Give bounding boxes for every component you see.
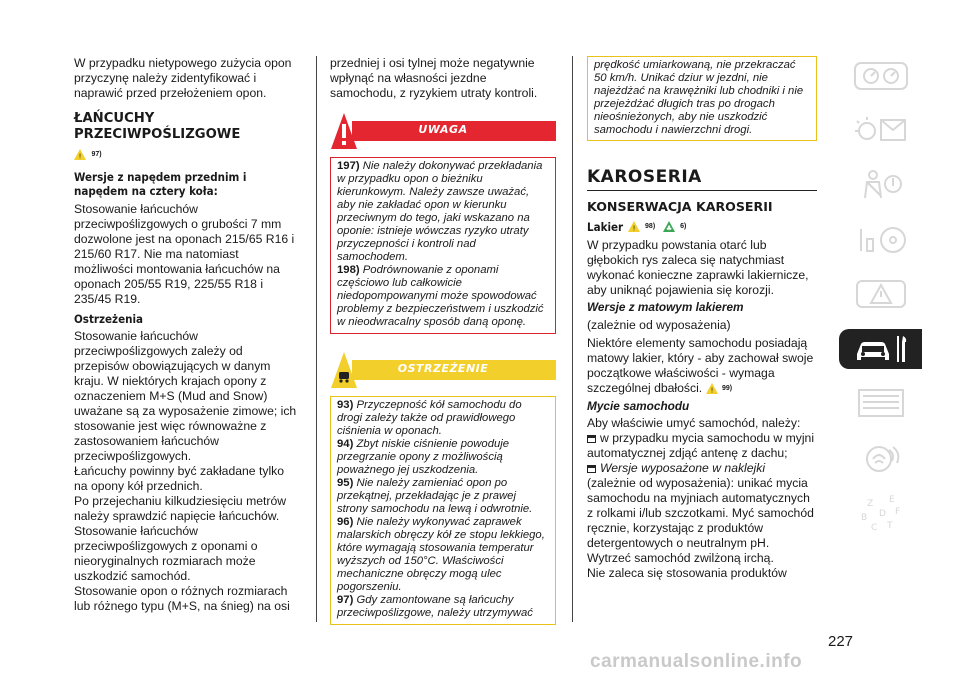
dashboard-icon (851, 59, 911, 93)
uwaga-item-text: Nie należy dokonywać przekładania w przypadku opon o bieżniku kierunkowym. Należy zawsze uważać, aby nie zakładać opon w kierunku przeciwnym do tego, jaki wskazano na oponie: istnieje wówczas ryzyko utraty przyczepności i kontroli nad samochodem. (337, 160, 543, 263)
uwaga-item (337, 264, 549, 329)
matowy-heading: Wersje z matowym lakierem (587, 300, 744, 314)
ostrzezenie-box (330, 396, 556, 625)
uwaga-banner (330, 111, 556, 151)
uwaga-label: UWAGA (418, 123, 468, 136)
chains-text-1: Stosowanie łańcuchów przeciwpoślizgowych o grubości 7 mm dozwolone jest na oponach 215/65 R16 i 215/60 R17. Nie ma natomiast możliwości montowania łańcuchów na oponach 205/55 R19, 225/55 R18 i 235/45 R19. (74, 202, 295, 306)
page-number: 227 (828, 633, 854, 650)
chains-text-2: Stosowanie łańcuchów przeciwpoślizgowych zależy od przepisów obowiązujących w danym kraju. W niektórych krajach opony z oznaczeniem M+S (Mud and Snow) uważane są za wyposażenie zimowe; ich stosowanie jest więc równoważne z zastosowaniem łańcuchów przeciwpoślizgowych. (74, 329, 297, 463)
tab-multimedia[interactable] (839, 438, 922, 478)
warning-triangle-icon (851, 277, 911, 311)
uwaga-box (330, 157, 556, 334)
seatbelt-icon (851, 168, 911, 202)
ostrzezenie-item-num: 94) (337, 438, 354, 450)
checkbox-bullet-icon (587, 465, 596, 473)
warning-triangle-icon (706, 383, 718, 394)
ostrzezenie-item-text: Przyczepność kół samochodu do drogi zależy także od prawidłowego ciśnienia w oponach. (337, 399, 522, 437)
section-heading-line1: ŁAŃCUCHY (74, 111, 155, 126)
svg-text:!: ! (710, 386, 713, 395)
matowy-text-body: Niektóre elementy samochodu posiadają matowy lakier, który - aby zachował swoje początkowe właściwości - wymaga szczególnej dbałości. (587, 336, 814, 395)
environment-leaf-icon (663, 221, 675, 232)
ostrzezenie-item-num: 97) (337, 594, 354, 606)
bullet-text: (zależnie od wyposażenia): unikać mycia samochodu na myjniach automatycznych z rolkami i/lub szczotkami. Myć samochód ręcznie, korzystając z produktów detergentowych o neutralnym pH. (587, 476, 814, 551)
intro-text: W przypadku nietypowego zużycia opon przyczynę należy zidentyfikować i naprawić przed przełożeniem opon. (74, 56, 292, 100)
ref-99: 99) (721, 385, 733, 393)
svg-text:B: B (860, 513, 867, 523)
uwaga-item-text: Podrównowanie z oponami częściowo lub całkowicie niedopompowanymi może spowodować problemy z bezpieczeństwem i uszkodzić w nieodwracalny sposób daną oponę. (337, 264, 544, 328)
section-title: KONSERWACJA KAROSERII (587, 199, 773, 214)
ostrzezenie-item (337, 477, 549, 516)
svg-text:D: D (878, 509, 886, 519)
ostrzezenie-item-text: Gdy zamontowane są łańcuchy przeciwpoślizgowe, należy utrzymywać (337, 594, 533, 619)
section-heading (74, 111, 300, 143)
index-icon (851, 492, 911, 532)
ref-97: 97) (91, 151, 102, 159)
ostrzezenie-item-text: Nie należy zamieniać opon po przekątnej, przekładając je z prawej strony samochodu na lewą i odwrotnie. (337, 477, 533, 515)
bullet-italic-text: Wersje wyposażone w naklejki (600, 461, 766, 476)
column-3 (587, 56, 817, 581)
mycie-text-2: Nie zaleca się stosowania produktów (587, 566, 787, 581)
multimedia-icon (851, 441, 911, 475)
mycie-text-1: Wytrzeć samochód zwilżoną irchą. (587, 551, 774, 566)
svg-text:E: E (888, 495, 895, 505)
ostrzezenie-item (337, 399, 549, 438)
ref-98: 98) (645, 223, 656, 231)
tab-service[interactable] (839, 329, 922, 369)
tab-lights[interactable] (839, 111, 922, 151)
column-divider-2 (572, 56, 573, 622)
bullet-item (587, 431, 817, 461)
warning-triangle-icon (74, 149, 86, 160)
uwaga-item-num: 197) (337, 160, 360, 172)
bullet-item (587, 461, 817, 551)
svg-text:C: C (870, 523, 877, 532)
ostrzezenie-label: OSTRZEŻENIE (397, 362, 489, 375)
ostrzezenie-item (337, 516, 549, 594)
lakier-text: W przypadku powstania otarć lub głębokich rys zaleca się natychmiast wykonać konieczne zaprawki lakiernicze, aby uniknąć pojawienia się korozji. (587, 238, 809, 297)
uwaga-item-num: 198) (337, 264, 360, 276)
lights-icon (851, 114, 911, 148)
column-2 (330, 56, 556, 625)
mycie-heading: Mycie samochodu (587, 399, 690, 414)
subheading-drive: Wersje z napędem przednim i napędem na cztery koła: (74, 170, 247, 198)
chains-text-3: Łańcuchy powinny być zakładane tylko na opony kół przednich. (74, 464, 285, 493)
watermark: carmanualsonline.info (590, 651, 803, 672)
ostrzezenie-continued-box (587, 56, 817, 141)
chains-text-5: Stosowanie łańcuchów przeciwpoślizgowych z oponami o nieoryginalnych rozmiarach może uszkodzić samochód. (74, 524, 258, 583)
ostrzezenie-banner (330, 350, 556, 390)
ostrzezenie-item-text: Zbyt niskie ciśnienie powoduje przegrzanie opony z możliwością poważnego jej uszkodzenia. (337, 438, 510, 476)
tab-emergency[interactable] (839, 274, 922, 314)
matowy-text (587, 336, 817, 396)
svg-text:Z: Z (866, 499, 873, 509)
steering-wheel-icon (851, 223, 911, 257)
bullet-text: w przypadku mycia samochodu w myjni automatycznej zdjąć antenę z dachu; (587, 431, 815, 461)
tab-starting[interactable] (839, 220, 922, 260)
svg-text:F: F (894, 507, 900, 517)
svg-text:!: ! (632, 224, 635, 233)
warning-triangle-icon (628, 221, 640, 232)
chapter-title: KAROSERIA (587, 167, 817, 191)
warning-ref-row (74, 146, 300, 164)
column-1 (74, 56, 300, 614)
lakier-row (587, 218, 817, 236)
service-icon (851, 332, 911, 366)
mycie-intro: Aby właściwie umyć samochód, należy: (587, 416, 801, 431)
uwaga-item (337, 160, 549, 264)
ostrzezenie-item (337, 438, 549, 477)
svg-text:♣: ♣ (665, 224, 672, 233)
ostrzezenie-item (337, 594, 549, 620)
chapter-tabs (839, 56, 922, 547)
tab-index[interactable] (839, 492, 922, 532)
continued-text: przedniej i osi tylnej może negatywnie wpłynąć na własności jezdne samochodu, z ryzykiem utraty kontroli. (330, 56, 538, 100)
checkbox-bullet-icon (587, 435, 596, 443)
column-divider-1 (316, 56, 317, 622)
tech-data-icon (851, 386, 911, 420)
section-heading-line2: PRZECIWPOŚLIZGOWE (74, 127, 241, 142)
matowy-note: (zależnie od wyposażenia) (587, 318, 731, 332)
lakier-heading: Lakier (587, 220, 624, 234)
ostrzezenie-item-num: 93) (337, 399, 354, 411)
tab-safety[interactable] (839, 165, 922, 205)
ref-6: 6) (680, 223, 687, 231)
ostrzezenie-item-text: Nie należy wykonywać zaprawek malarskich obręczy kół ze stopu lekkiego, które wymagają stosowania temperatur wyższych od 150°C. Właściwości mechaniczne obręczy mogą ulec pogorszeniu. (337, 516, 545, 593)
svg-text:T: T (886, 521, 892, 531)
svg-text:!: ! (78, 152, 82, 161)
ostrzezenie-continued-text: prędkość umiarkowaną, nie przekraczać 50 km/h. Unikać dziur w jezdni, nie najeżdżać na krawężniki lub chodniki i nie przejeżdżać długich tras po drogach nieośnieżonych, aby nie uszkodzić samochodu i nawierzchni drogi. (594, 59, 804, 136)
ostrzezenie-item-num: 96) (337, 516, 354, 528)
tab-tech-data[interactable] (839, 383, 922, 423)
chains-text-6: Stosowanie opon o różnych rozmiarach lub różnego typu (M+S, na śnieg) na osi (74, 584, 290, 613)
chains-text-4: Po przejechaniu kilkudziesięciu metrów należy sprawdzić napięcie łańcuchów. (74, 494, 287, 523)
subheading-warnings: Ostrzeżenia (74, 312, 143, 326)
ostrzezenie-item-num: 95) (337, 477, 354, 489)
tab-dashboard[interactable] (839, 56, 922, 96)
